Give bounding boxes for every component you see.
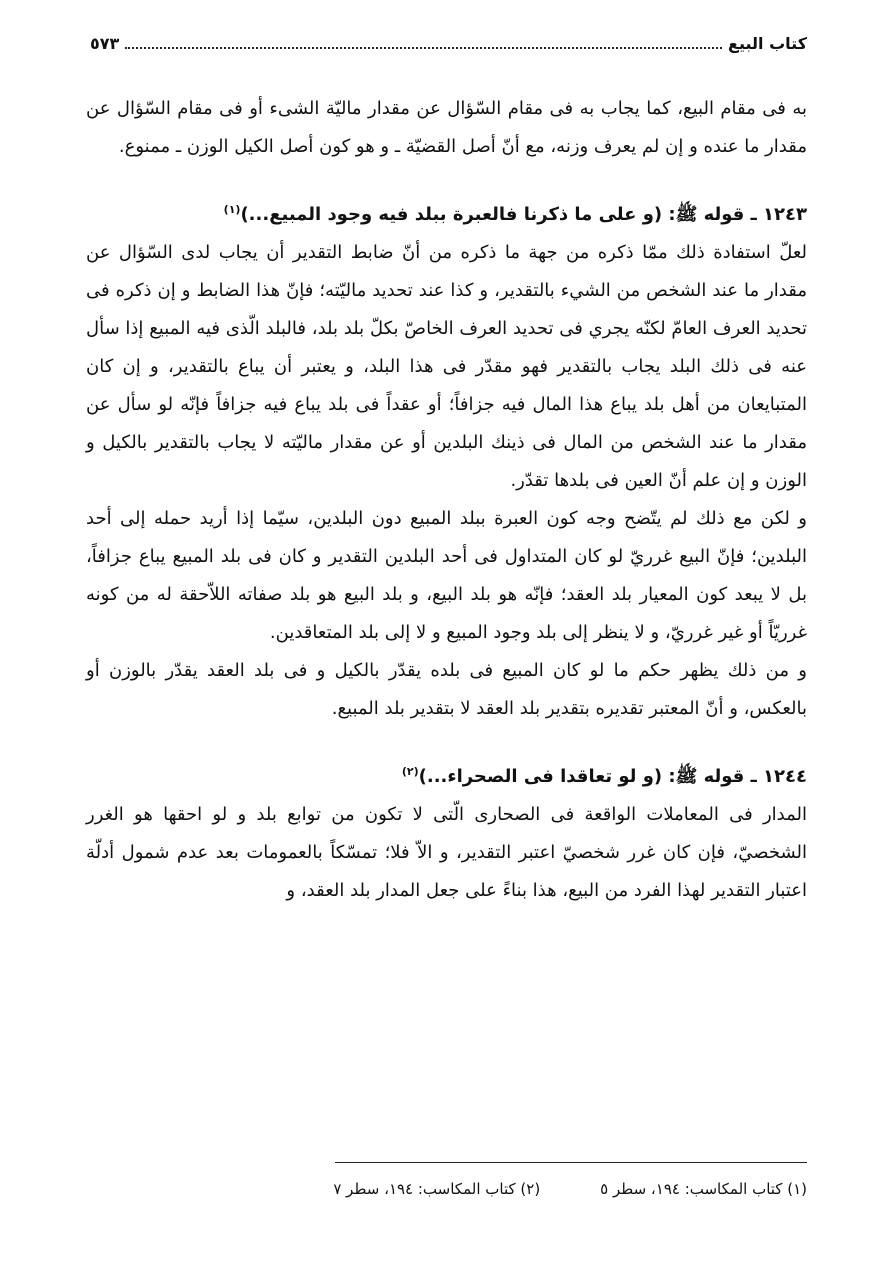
footnote-ref-1: (١): [223, 203, 241, 216]
section-heading-1244: [86, 758, 807, 796]
paragraph-1243-a: لعلّ استفادة ذلك ممّا ذكره من جهة ما ذكره من أنّ ضابط التقدير أن يجاب لدى السّؤال عن مقدار ما عند الشخص من الشيء بالتقدير، و كذا عند تحديد ماليّته؛ فإنّ هذا الضابط و إن ذكره فى تحديد العرف العامّ لكنّه يجري فى تحديد العرف الخاصّ بكلّ بلد بلد، فالبلد الّذى فيه المبيع إذا سأل عنه فى ذلك البلد يجاب بالتقدير فهو مقدّر فى هذا البلد، و يعتبر أن يباع بالتقدير، و إن كان المتبايعان من أهل بلد يباع هذا المال فيه جزافاً؛ أو عقداً فى بلد يباع فيه جزافاً فإنّه لو سأل عن مقدار ما عند الشخص من المال فى ذينك البلدين أو عن مقدار ماليّته لا يجاب بالتقدير بالكيل و الوزن و إن علم أنّ العين فى بلدها تقدّر.: [86, 242, 807, 491]
paragraph-1243-c: و من ذلك يظهر حكم ما لو كان المبيع فى بلده يقدّر بالكيل و فى بلد العقد يقدّر بالوزن أو بالعكس، و أنّ المعتبر تقديره بتقدير بلد العقد لا بتقدير بلد المبيع.: [86, 660, 807, 719]
paragraph-continuation: به فى مقام البيع، كما يجاب به فى مقام السّؤال عن مقدار ماليّة الشىء أو فى مقام السّؤال عن مقدار ما عنده و إن لم يعرف وزنه، مع أنّ أصل القضيّة ـ و هو كون أصل الكيل الوزن ـ ممنوع.: [86, 98, 807, 157]
main-text: [86, 90, 807, 910]
page-number: ٥٧٣: [90, 34, 120, 53]
footnote-divider: [335, 1162, 807, 1163]
footnote-2: (٢) كتاب المكاسب: ١٩٤، سطر ٧: [333, 1180, 541, 1198]
running-header: [90, 34, 807, 60]
paragraph-1243-b: و لكن مع ذلك لم يتّضح وجه كون العبرة ببلد المبيع دون البلدين، سيّما إذا أريد حمله إلى أحد البلدين؛ فإنّ البيع غرريّ لو كان المتداول فى أحد البلدين التقدير و كان فى بلد المبيع يباع جزافاً، بل لا يبعد كون المعيار بلد العقد؛ فإنّه هو بلد البيع، و بلد البيع هو بلد صفاته اللاّحقة له من كونه غرريّاً أو غير غرريّ، و لا ينظر إلى بلد وجود المبيع و لا إلى بلد المتعاقدين.: [86, 508, 807, 643]
heading-text: ١٢٤٣ ـ قوله ﷺ: (و على ما ذكرنا فالعبرة ببلد فيه وجود المبيع...): [240, 204, 807, 225]
footnote-1: (١) كتاب المكاسب: ١٩٤، سطر ٥: [600, 1180, 807, 1198]
section-heading-1243: [86, 196, 807, 234]
paragraph-1244-a: المدار فى المعاملات الواقعة فى الصحارى الّتى لا تكون من توابع بلد و لو احقها هو الغرر الشخصيّ، فإن كان غرر شخصيّ اعتبر التقدير، و الاّ فلا؛ تمسّكاً بالعمومات بعد عدم شمول أدلّة اعتبار التقدير لهذا الفرد من البيع، هذا بناءً على جعل المدار بلد العقد، و: [86, 804, 807, 901]
dotted-leader: [125, 46, 722, 49]
book-title: كتاب البيع: [728, 34, 807, 53]
footnotes: [107, 1180, 807, 1198]
heading-text: ١٢٤٤ ـ قوله ﷺ: (و لو تعاقدا فى الصحراء...): [418, 766, 807, 787]
footnote-ref-2: (٢): [401, 765, 419, 778]
